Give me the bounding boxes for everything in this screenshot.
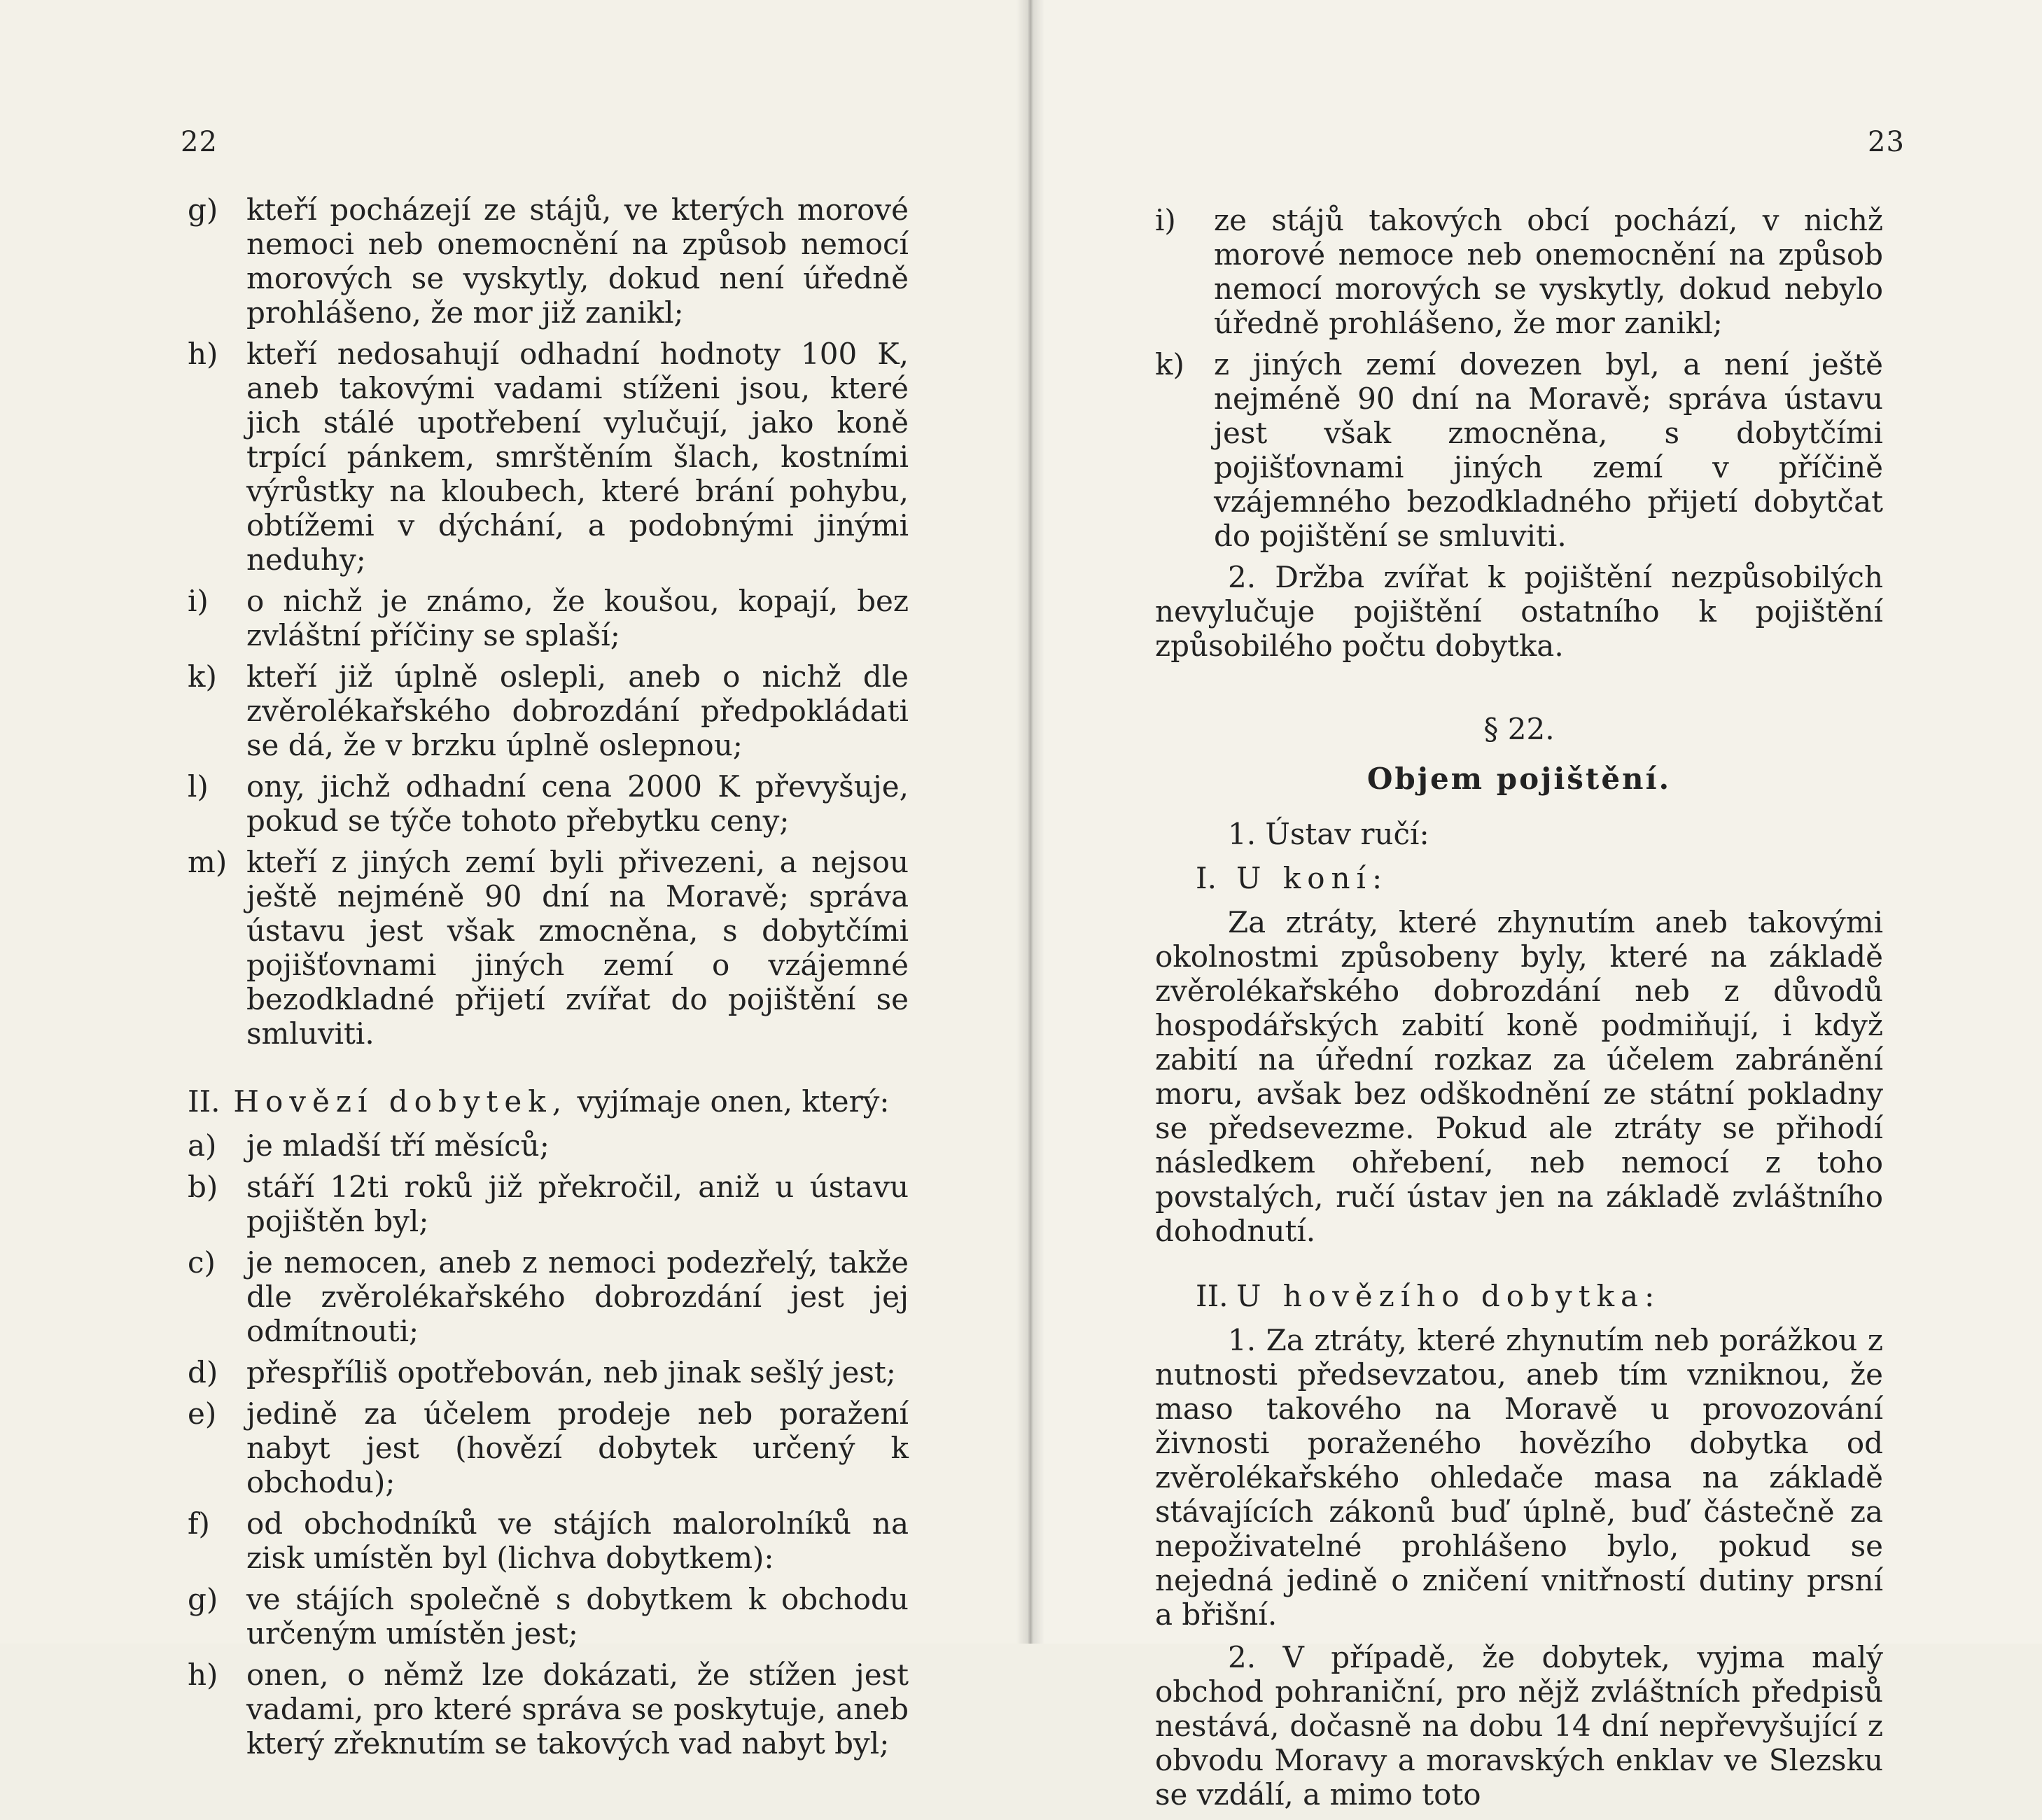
- list-item: [188, 1582, 909, 1651]
- list-item: [188, 1245, 909, 1348]
- roman-1-label: I.: [1196, 861, 1217, 895]
- paragraph-horses: Za ztráty, které zhynutím aneb takovými okolnostmi způsobeny byly, které na základě zvěrolékařského dobrozdání neb z důvodů hospodářských zabití koně podmiňují, i když zabití na úřední rozkaz za účelem zabránění moru, avšak bez odškodnění ze státní pokladny se předsevezme. Pokud ale ztráty se přihodí následkem ohřebení, neb nemocí z toho povstalých, ručí ústav jen na základě zvláštního dohodnutí.: [1155, 905, 1883, 1248]
- list-item-marker: k): [188, 659, 217, 694]
- paragraph-2: 2. Držba zvířat k pojištění nezpůsobilých nevylučuje pojištění ostatního k pojištění způsobilého počtu dobytka.: [1155, 560, 1883, 663]
- item-list-horses: [188, 192, 909, 1051]
- right-page: [1029, 0, 2042, 1812]
- list-item-text: ve stájích společně s dobytkem k obchodu určeným umístěn jest;: [246, 1582, 909, 1651]
- cattle-heading-rest: vyjímaje onen, který:: [568, 1084, 890, 1119]
- page-number-left: 22: [181, 126, 218, 158]
- list-item: [1155, 203, 1883, 340]
- list-item-text: o nichž je známo, že koušou, kopají, bez zvláštní příčiny se splaší;: [246, 584, 909, 652]
- list-item-marker: d): [188, 1355, 218, 1390]
- list-item-text: kteří pocházejí ze stájů, ve kterých morové nemoci neb onemocnění na způsob nemocí morových se vyskytly, dokud není úředně prohlášeno, že mor již zanikl;: [246, 192, 909, 330]
- list-item: [188, 1396, 909, 1499]
- cattle-heading: [188, 1084, 909, 1119]
- list-item-text: je mladší tří měsíců;: [246, 1128, 550, 1163]
- list-item-marker: l): [188, 769, 209, 804]
- list-item-text: ony, jichž odhadní cena 2000 K převyšuje, pokud se týče tohoto přebytku ceny;: [246, 769, 909, 838]
- cattle-heading-label: II.: [188, 1084, 221, 1119]
- list-item-text: jedině za účelem prodeje neb poražení nabyt jest (hovězí dobytek určený k obchodu);: [246, 1396, 909, 1499]
- page-number-right: 23: [1868, 126, 1905, 158]
- list-item-marker: h): [188, 1658, 218, 1692]
- list-item-text: ze stájů takových obcí pochází, v nichž morové nemoce neb onemocnění na způsob nemocí morových se vyskytly, dokud nebylo úředně prohlášeno, že mor zanikl;: [1214, 203, 1883, 340]
- roman-1-heading: [1155, 861, 1883, 895]
- paragraph-cattle-1: 1. Za ztráty, které zhynutím neb porážkou z nutnosti předsevzatou, aneb tím vzniknou, že maso takového na Moravě u provozování živnosti poraženého hovězího dobytka od zvěrolékařského ohledače masa na základě stávajících zákonů buď úplně, buď částečně za nepoživatelné prohlášeno bylo, pokud se nejedná jedině o zničení vnitřností dutiny prsní a břišní.: [1155, 1323, 1883, 1632]
- section-number: § 22.: [1483, 712, 1555, 746]
- list-item-text: je nemocen, aneb z nemoci podezřelý, takže dle zvěrolékařského dobrozdání jest jej odmítnouti;: [246, 1245, 909, 1348]
- list-item: [188, 769, 909, 838]
- list-item: [188, 584, 909, 652]
- item-list-cattle: [188, 1128, 909, 1760]
- list-item-marker: h): [188, 337, 218, 371]
- list-item-marker: g): [188, 1582, 218, 1616]
- list-item: [188, 1658, 909, 1760]
- list-item-text: kteří již úplně oslepli, aneb o nichž dle zvěrolékařského dobrozdání předpokládati se dá, že v brzku úplně oslepnou;: [246, 659, 909, 762]
- list-item-marker: c): [188, 1245, 216, 1280]
- list-item-marker: e): [188, 1396, 217, 1431]
- list-item: [188, 1355, 909, 1390]
- book-gutter-shadow: [1016, 0, 1044, 1644]
- paragraph-cattle-2: 2. V případě, že dobytek, vyjma malý obchod pohraniční, pro nějž zvláštních předpisů nestává, dočasně na dobu 14 dní nepřevyšující z obvodu Moravy a moravských enklav ve Slezsku se vzdálí, a mimo toto: [1155, 1640, 1883, 1812]
- list-item: [188, 192, 909, 330]
- cattle-heading-spaced: Hovězí dobytek,: [233, 1084, 568, 1119]
- list-item: [188, 1170, 909, 1238]
- list-item-text: od obchodníků ve stájích malorolníků na zisk umístěn byl (lichva dobytkem):: [246, 1506, 909, 1575]
- list-item: [188, 1506, 909, 1575]
- roman-2-text: U hovězího dobytka:: [1236, 1279, 1661, 1313]
- item-list-continued: [1155, 203, 1883, 553]
- list-item-marker: i): [188, 584, 209, 618]
- roman-1-text: U koní:: [1236, 861, 1389, 895]
- point-1: 1. Ústav ručí:: [1228, 817, 1429, 851]
- list-item: [188, 845, 909, 1051]
- list-item: [1155, 347, 1883, 553]
- left-page: [0, 0, 1029, 1760]
- list-item: [188, 659, 909, 762]
- list-item-text: z jiných zemí dovezen byl, a není ještě nejméně 90 dní na Moravě; správa ústavu jest však zmocněna, s dobytčími pojišťovnami jiných zemí v příčině vzájemného bezodkladného přijetí dobytčat do pojištění se smluviti.: [1214, 347, 1883, 553]
- list-item-marker: g): [188, 192, 218, 227]
- section-title: Objem pojištění.: [1366, 762, 1672, 796]
- left-page-text: [188, 192, 909, 1768]
- list-item-marker: k): [1155, 347, 1184, 382]
- list-item: [188, 337, 909, 577]
- list-item-marker: a): [188, 1128, 217, 1163]
- list-item-marker: m): [188, 845, 228, 879]
- right-page-text: [1155, 203, 1883, 1820]
- list-item: [188, 1128, 909, 1163]
- roman-2-label: II.: [1196, 1279, 1229, 1313]
- list-item-text: kteří z jiných zemí byli přivezeni, a nejsou ještě nejméně 90 dní na Moravě; správa ústavu jest však zmocněna, s dobytčími pojišťovnami jiných zemí o vzájemné bezodkladné přijetí zvířat do pojištění se smluviti.: [246, 845, 909, 1051]
- list-item-marker: f): [188, 1506, 210, 1541]
- list-item-text: onen, o němž lze dokázati, že stížen jest vadami, pro které správa se poskytuje, aneb který zřeknutím se takových vad nabyt byl;: [246, 1658, 909, 1760]
- list-item-text: stáří 12ti roků již překročil, aniž u ústavu pojištěn byl;: [246, 1170, 909, 1238]
- list-item-marker: i): [1155, 203, 1176, 237]
- list-item-marker: b): [188, 1170, 218, 1204]
- list-item-text: přespříliš opotřebován, neb jinak sešlý jest;: [246, 1355, 896, 1390]
- list-item-text: kteří nedosahují odhadní hodnoty 100 K, aneb takovými vadami stíženi jsou, které jich stálé upotřebení vylučují, jako koně trpící pánkem, smrštěním šlach, kostními výrůstky na kloubech, které brání pohybu, obtížemi v dýchání, a podobnými jinými neduhy;: [246, 337, 909, 577]
- roman-2-heading: [1155, 1279, 1883, 1313]
